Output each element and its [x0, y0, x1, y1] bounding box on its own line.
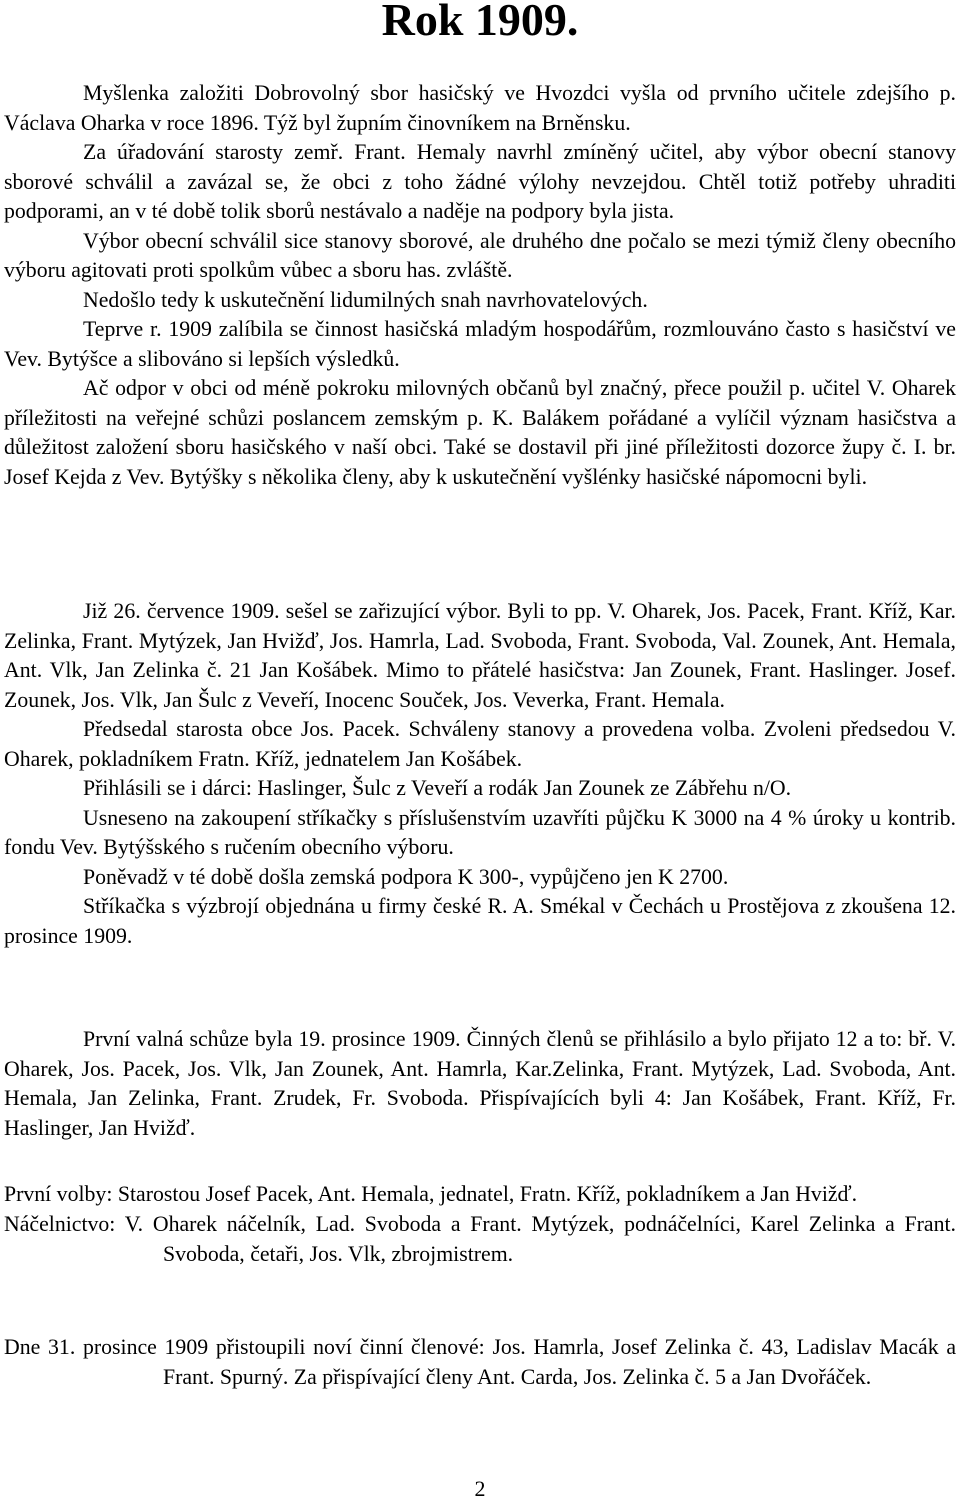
paragraph: První volby: Starostou Josef Pacek, Ant. Hemala, jednatel, Fratn. Kříž, pokladníkem a Jan Hvižď. [4, 1182, 858, 1206]
section-new-members [4, 1333, 956, 1393]
paragraph: Za úřadování starosty zemř. Frant. Hemaly navrhl zmíněný učitel, aby výbor obecní stanovy sborové schválil a zavázal se, že obci z toho žádné výlohy nevzejdou. Chtěl totiž potřeby uhraditi podporami, an v té době tolik sborů nestávalo a naděje na podpory byla jista. [4, 140, 956, 223]
section-first-general-meeting [4, 1025, 956, 1143]
paragraph: Výbor obecní schválil sice stanovy sborové, ale druhého dne počalo se mezi týmiž členy obecního výboru agitovati proti spolkům vůbec a sboru has. zvláště. [4, 228, 956, 282]
paragraph: Přihlásili se i dárci: Haslinger, Šulc z Veveří a rodák Jan Zounek ze Zábřehu n/O. [83, 776, 792, 800]
paragraph: Dne 31. prosince 1909 přistoupili noví činní členové: Jos. Hamrla, Josef Zelinka č. 43, Ladislav Macák a Frant. Spurný. Za přispívající členy Ant. Carda, Jos. Zelinka č. 5 a Jan Dvořáček. [4, 1335, 956, 1389]
paragraph: Myšlenka založiti Dobrovolný sbor hasičský ve Hvozdci vyšla od prvního učitele zdejšího p. Václava Oharka v roce 1896. Týž byl župním činovníkem na Brněnsku. [4, 81, 956, 135]
paragraph: Stříkačka s výzbrojí objednána u firmy české R. A. Smékal v Čechách u Prostějova z zkoušena 12. prosince 1909. [4, 894, 956, 948]
paragraph: První valná schůze byla 19. prosince 1909. Činných členů se přihlásilo a bylo přijato 12 a to: bř. V. Oharek, Jos. Pacek, Jos. Vlk, Jan Zounek, Ant. Hamrla, Kar.Zelinka, Frant. Mytýzek, Lad. Svoboda, Ant. Hemala, Jan Zelinka, Frant. Zrudek, Fr. Svoboda. Přispívajících byli 4: Jan Košábek, Frant. Kříž, Fr. Haslinger, Jan Hvižď. [4, 1027, 956, 1140]
paragraph: Teprve r. 1909 zalíbila se činnost hasičská mladým hospodářům, rozmlouváno často s hasičství ve Vev. Bytýšce a slibováno si lepších výsledků. [4, 317, 956, 371]
paragraph: Usneseno na zakoupení stříkačky s příslušenstvím uzavříti půjčku K 3000 na 4 % úroky u kontrib. fondu Vev. Bytýšského s ručením obecního výboru. [4, 805, 956, 859]
paragraph: Náčelnictvo: V. Oharek náčelník, Lad. Svoboda a Frant. Mytýzek, podnáčelníci, Karel Zelinka a Frant. Svoboda, četaři, Jos. Vlk, zbrojmistrem. [4, 1211, 956, 1266]
section-committee [4, 597, 956, 951]
page-title: Rok 1909. [381, 0, 579, 45]
paragraph: Již 26. července 1909. sešel se zařizující výbor. Byli to pp. V. Oharek, Jos. Pacek, Frant. Kříž, Kar. Zelinka, Frant. Mytýzek, Jan Hvižď, Jos. Hamrla, Lad. Svoboda, Frant. Svoboda, Val. Zounek, Ant. Hemala, Ant. Vlk, Jan Zelinka č. 21 Jan Košábek. Mimo to přátelé hasičstva: Jan Zounek, Frant. Haslinger. Josef. Zounek, Jos. Vlk, Jan Šulc z Veveří, Inocenc Souček, Jos. Veverka, Frant. Hemala. [4, 599, 956, 712]
section-elections [4, 1180, 956, 1269]
paragraph: Předsedal starosta obce Jos. Pacek. Schváleny stanovy a provedena volba. Zvoleni předsedou V. Oharek, pokladníkem Fratn. Kříž, jednatelem Jan Košábek. [4, 717, 956, 771]
section-founding [4, 79, 956, 492]
paragraph: Nedošlo tedy k uskutečnění lidumilných snah navrhovatelových. [83, 287, 648, 312]
page-number: 2 [474, 1476, 486, 1501]
paragraph: Poněvadž v té době došla zemská podpora K 300-, vypůjčeno jen K 2700. [83, 864, 729, 889]
paragraph: Ač odpor v obci od méně pokroku milovných občanů byl značný, přece použil p. učitel V. Oharek příležitosti na veřejné schůzi poslancem zemským p. K. Balákem pořádané a vylíčil význam hasičstva a důležitost založení sboru hasičského v naší obci. Také se dostavil při jiné příležitosti dozorce župy č. I. br. Josef Kejda z Vev. Bytýšky s několika členy, aby k uskutečnění vyšlénky hasičské nápomocni byli. [4, 376, 956, 489]
